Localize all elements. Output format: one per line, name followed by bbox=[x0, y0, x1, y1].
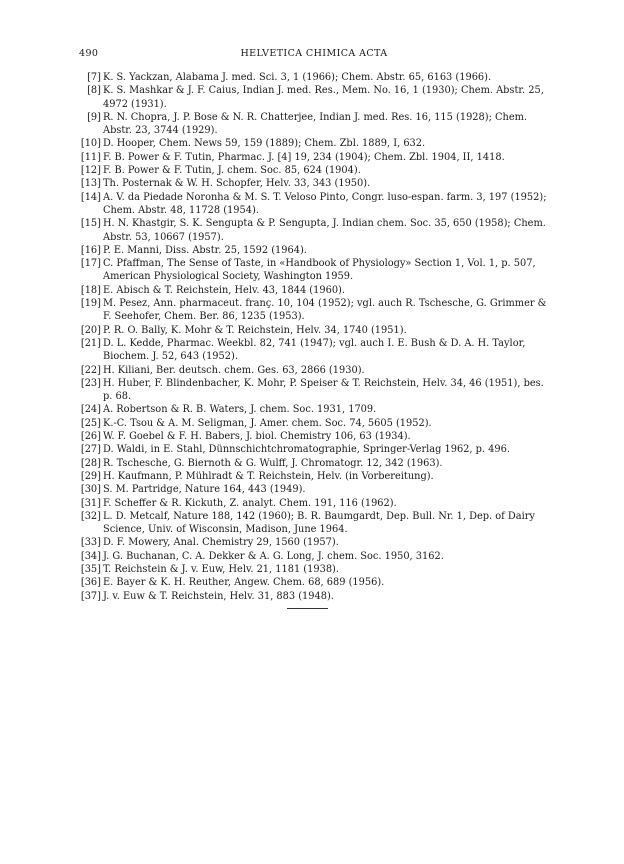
reference-number: [34] bbox=[80, 550, 101, 562]
reference-text: J. G. Buchanan, C. A. Dekker & A. G. Long, J. chem. Soc. 1950, 3162. bbox=[103, 550, 444, 562]
reference-number: [10] bbox=[80, 138, 101, 150]
reference-text: D. Hooper, Chem. News 59, 159 (1889); Chem. Zbl. 1889, I, 632. bbox=[103, 138, 426, 150]
reference-item bbox=[78, 590, 550, 603]
reference-text: E. Abisch & T. Reichstein, Helv. 43, 1844 (1960). bbox=[103, 284, 345, 296]
reference-number: [9] bbox=[87, 111, 101, 123]
reference-item bbox=[78, 284, 550, 297]
reference-text: A. V. da Piedade Noronha & M. S. T. Veloso Pinto, Congr. luso-espan. farm. 3, 197 (1952); Chem. Abstr. 48, 11728 (1954). bbox=[103, 191, 547, 216]
reference-item bbox=[78, 417, 550, 430]
reference-number: [30] bbox=[80, 484, 101, 496]
reference-item bbox=[78, 364, 550, 377]
reference-text: R. N. Chopra, J. P. Bose & N. R. Chatterjee, Indian J. med. Res. 16, 115 (1928); Chem. Abstr. 23, 3744 (1929). bbox=[103, 111, 528, 137]
reference-item bbox=[78, 337, 550, 364]
reference-item bbox=[78, 164, 550, 177]
reference-text: H. Huber, F. Blindenbacher, K. Mohr, P. Speiser & T. Reichstein, Helv. 34, 46 (1951), bes. p. 68. bbox=[103, 377, 544, 403]
journal-title: HELVETICA CHIMICA ACTA bbox=[240, 48, 388, 59]
reference-number: [22] bbox=[80, 364, 101, 376]
reference-text: C. Pfaffman, The Sense of Taste, in «Handbook of Physiology» Section 1, Vol. 1, p. 507, American Physiological Society, Washington 1959. bbox=[103, 258, 536, 283]
reference-item bbox=[78, 377, 550, 404]
reference-number: [36] bbox=[80, 577, 101, 589]
reference-item bbox=[78, 510, 550, 537]
reference-number: [21] bbox=[80, 337, 101, 349]
reference-text: M. Pesez, Ann. pharmaceut. franç. 10, 104 (1952); vgl. auch R. Tschesche, G. Grimmer & F. Seehofer, Chem. Ber. 86, 1235 (1953). bbox=[103, 298, 547, 323]
reference-number: [27] bbox=[80, 444, 101, 456]
reference-item bbox=[78, 84, 550, 111]
reference-text: F. B. Power & F. Tutin, Pharmac. J. [4] 19, 234 (1904); Chem. Zbl. 1904, II, 1418. bbox=[103, 151, 505, 163]
reference-number: [8] bbox=[87, 85, 101, 97]
reference-number: [29] bbox=[80, 470, 101, 482]
reference-text: S. M. Partridge, Nature 164, 443 (1949). bbox=[103, 484, 306, 496]
reference-item bbox=[78, 403, 550, 416]
reference-text: P. E. Manni, Diss. Abstr. 25, 1592 (1964). bbox=[103, 244, 307, 256]
reference-item bbox=[78, 244, 550, 257]
reference-number: [25] bbox=[80, 417, 101, 429]
reference-number: [35] bbox=[80, 563, 101, 575]
reference-item bbox=[78, 430, 550, 443]
reference-item bbox=[78, 191, 550, 218]
reference-text: H. Kaufmann, P. Mühlradt & T. Reichstein, Helv. (in Vorbereitung). bbox=[103, 470, 434, 482]
reference-text: H. N. Khastgir, S. K. Sengupta & P. Sengupta, J. Indian chem. Soc. 35, 650 (1958); Chem. Abstr. 53, 10667 (1957). bbox=[103, 218, 546, 243]
reference-item bbox=[78, 483, 550, 496]
reference-number: [19] bbox=[80, 298, 101, 310]
reference-item bbox=[78, 457, 550, 470]
reference-item bbox=[78, 324, 550, 337]
reference-number: [18] bbox=[80, 284, 101, 296]
reference-item bbox=[78, 111, 550, 138]
reference-number: [24] bbox=[80, 404, 101, 416]
reference-item bbox=[78, 71, 550, 84]
reference-list bbox=[78, 71, 550, 603]
reference-item bbox=[78, 217, 550, 244]
reference-text: W. F. Goebel & F. H. Babers, J. biol. Chemistry 106, 63 (1934). bbox=[103, 431, 411, 443]
reference-item bbox=[78, 563, 550, 576]
reference-text: A. Robertson & R. B. Waters, J. chem. Soc. 1931, 1709. bbox=[103, 404, 377, 416]
reference-item bbox=[78, 550, 550, 563]
reference-text: J. v. Euw & T. Reichstein, Helv. 31, 883 (1948). bbox=[103, 590, 334, 602]
reference-number: [12] bbox=[80, 165, 101, 177]
reference-number: [28] bbox=[80, 457, 101, 469]
reference-number: [31] bbox=[80, 497, 101, 509]
reference-number: [26] bbox=[80, 431, 101, 443]
reference-text: D. Waldi, in E. Stahl, Dünnschichtchromatographie, Springer-Verlag 1962, p. 496. bbox=[103, 444, 510, 456]
reference-item bbox=[78, 497, 550, 510]
reference-number: [23] bbox=[80, 377, 101, 389]
reference-text: P. R. O. Bally, K. Mohr & T. Reichstein, Helv. 34, 1740 (1951). bbox=[103, 324, 407, 336]
reference-number: [37] bbox=[80, 590, 101, 602]
reference-number: [11] bbox=[80, 151, 101, 163]
reference-text: F. Scheffer & R. Kickuth, Z. analyt. Chem. 191, 116 (1962). bbox=[103, 497, 397, 509]
reference-text: D. L. Kedde, Pharmac. Weekbl. 82, 741 (1947); vgl. auch I. E. Bush & D. A. H. Taylor, Biochem. J. 52, 643 (1952). bbox=[103, 337, 526, 363]
reference-text: T. Reichstein & J. v. Euw, Helv. 21, 1181 (1938). bbox=[103, 563, 339, 575]
reference-text: L. D. Metcalf, Nature 188, 142 (1960); B. R. Baumgardt, Dep. Bull. Nr. 1, Dep. of Dairy Science, Univ. of Wisconsin, Madison, June 1964. bbox=[103, 510, 535, 536]
reference-text: D. F. Mowery, Anal. Chemistry 29, 1560 (1957). bbox=[103, 537, 339, 549]
reference-item bbox=[78, 151, 550, 164]
page-number: 490 bbox=[79, 48, 99, 59]
reference-item bbox=[78, 443, 550, 456]
reference-text: R. Tschesche, G. Biernoth & G. Wulff, J. Chromatogr. 12, 342 (1963). bbox=[103, 457, 443, 469]
reference-number: [16] bbox=[80, 244, 101, 256]
reference-number: [20] bbox=[80, 324, 101, 336]
reference-item bbox=[78, 137, 550, 150]
page-header bbox=[79, 48, 549, 62]
reference-text: F. B. Power & F. Tutin, J. chem. Soc. 85, 624 (1904). bbox=[103, 165, 361, 177]
reference-text: K. S. Mashkar & J. F. Caius, Indian J. med. Res., Mem. No. 16, 1 (1930); Chem. Abstr. 25, 4972 (1931). bbox=[103, 85, 544, 110]
reference-item bbox=[78, 177, 550, 190]
reference-text: K. S. Yackzan, Alabama J. med. Sci. 3, 1 (1966); Chem. Abstr. 65, 6163 (1966). bbox=[103, 72, 492, 83]
reference-number: [32] bbox=[80, 510, 101, 522]
reference-number: [14] bbox=[80, 191, 101, 203]
reference-number: [13] bbox=[80, 178, 101, 190]
reference-text: H. Kiliani, Ber. deutsch. chem. Ges. 63, 2866 (1930). bbox=[103, 364, 365, 376]
reference-item bbox=[78, 297, 550, 324]
reference-number: [17] bbox=[80, 258, 101, 270]
reference-item bbox=[78, 470, 550, 483]
end-rule bbox=[287, 608, 328, 609]
reference-item bbox=[78, 576, 550, 589]
reference-number: [15] bbox=[80, 218, 101, 230]
reference-text: K.-C. Tsou & A. M. Seligman, J. Amer. chem. Soc. 74, 5605 (1952). bbox=[103, 417, 432, 429]
reference-item bbox=[78, 257, 550, 284]
reference-number: [7] bbox=[87, 72, 101, 83]
reference-number: [33] bbox=[80, 537, 101, 549]
reference-item bbox=[78, 536, 550, 549]
reference-text: E. Bayer & K. H. Reuther, Angew. Chem. 68, 689 (1956). bbox=[103, 577, 385, 589]
reference-text: Th. Posternak & W. H. Schopfer, Helv. 33, 343 (1950). bbox=[103, 178, 371, 190]
